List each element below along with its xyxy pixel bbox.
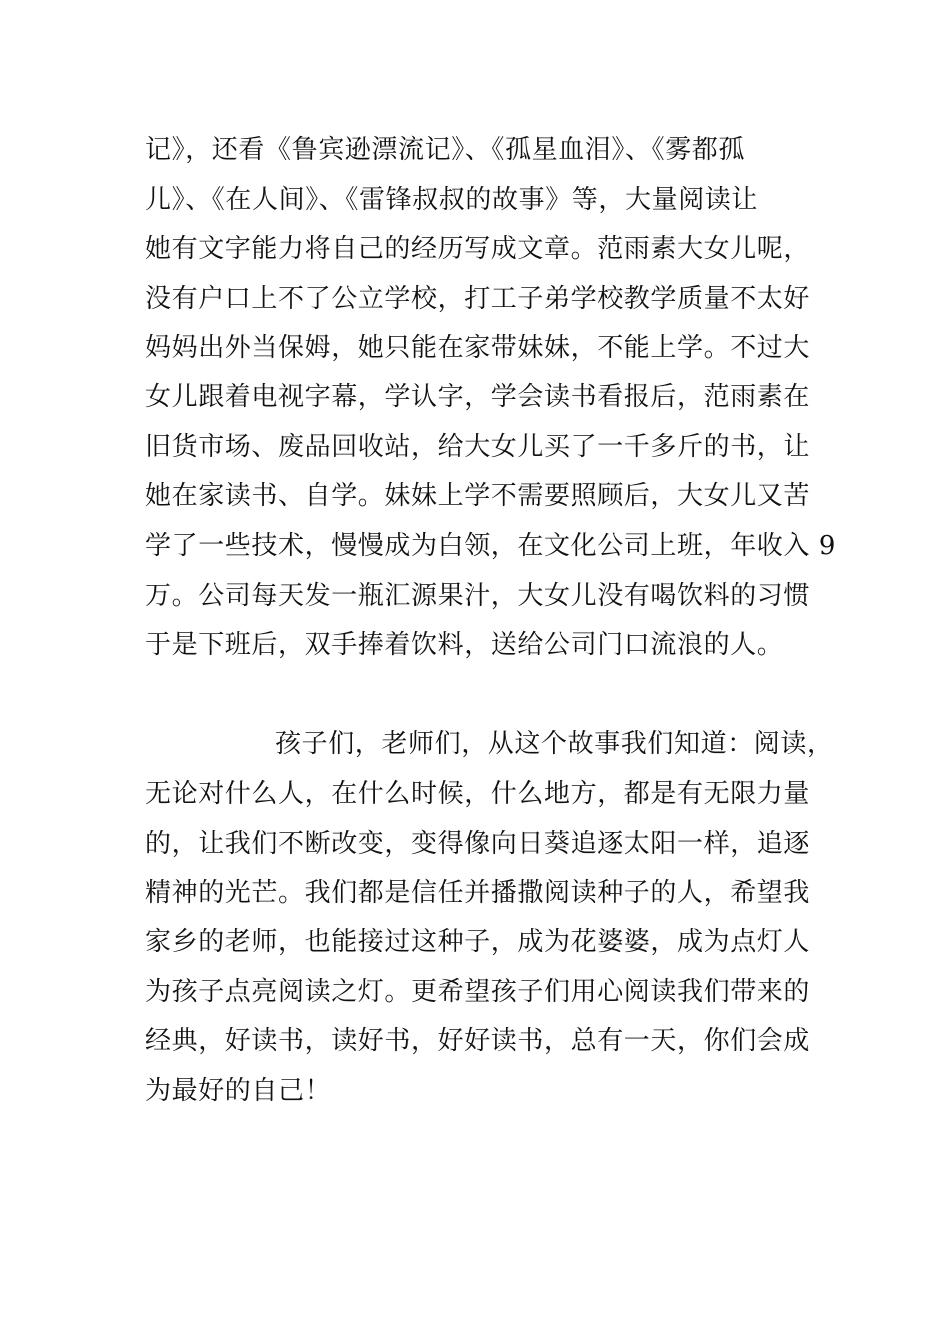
text-line: 精神的光芒。我们都是信任并播撒阅读种子的人，希望我: [145, 878, 811, 908]
text-line: 无论对什么人，在什么时候，什么地方，都是有无限力量: [145, 779, 811, 809]
text-line: 的，让我们不断改变，变得像向日葵追逐太阳一样，追逐: [145, 829, 811, 859]
text-line: 为最好的自己！: [145, 1076, 332, 1106]
text-line: 她有文字能力将自己的经历写成文章。范雨素大女儿呢，: [145, 234, 811, 264]
text-line: 没有户口上不了公立学校，打工子弟学校教学质量不太好: [145, 284, 811, 314]
text-line: 记》，还看《鲁宾逊漂流记》、《孤星血泪》、《雾都孤: [145, 135, 746, 165]
text-line: 她在家读书、自学。妹妹上学不需要照顾后，大女儿又苦: [145, 481, 811, 511]
text-line: 孩子们，老师们，从这个故事我们知道：阅读，: [275, 729, 834, 759]
text-line: 家乡的老师，也能接过这种子，成为花婆婆，成为点灯人: [145, 927, 811, 957]
text-line: 儿》、《在人间》、《雷锋叔叔的故事》等，大量阅读让: [145, 185, 759, 215]
text-line: 女儿跟着电视字幕，学认字，学会读书看报后，范雨素在: [145, 382, 811, 412]
text-line: 旧货市场、废品回收站，给大女儿买了一千多斤的书，让: [145, 432, 811, 462]
text-line: 为孩子点亮阅读之灯。更希望孩子们用心阅读我们带来的: [145, 977, 811, 1007]
text-line: 妈妈出外当保姆，她只能在家带妹妹，不能上学。不过大: [145, 333, 811, 363]
text-line: 经典，好读书，读好书，好好读书，总有一天，你们会成: [145, 1026, 811, 1056]
text-line: 学了一些技术，慢慢成为白领，在文化公司上班，年收入 9: [145, 531, 837, 561]
text-line: 于是下班后，双手捧着饮料，送给公司门口流浪的人。: [145, 630, 784, 660]
text-line: 万。公司每天发一瓶汇源果汁，大女儿没有喝饮料的习惯: [145, 581, 811, 611]
